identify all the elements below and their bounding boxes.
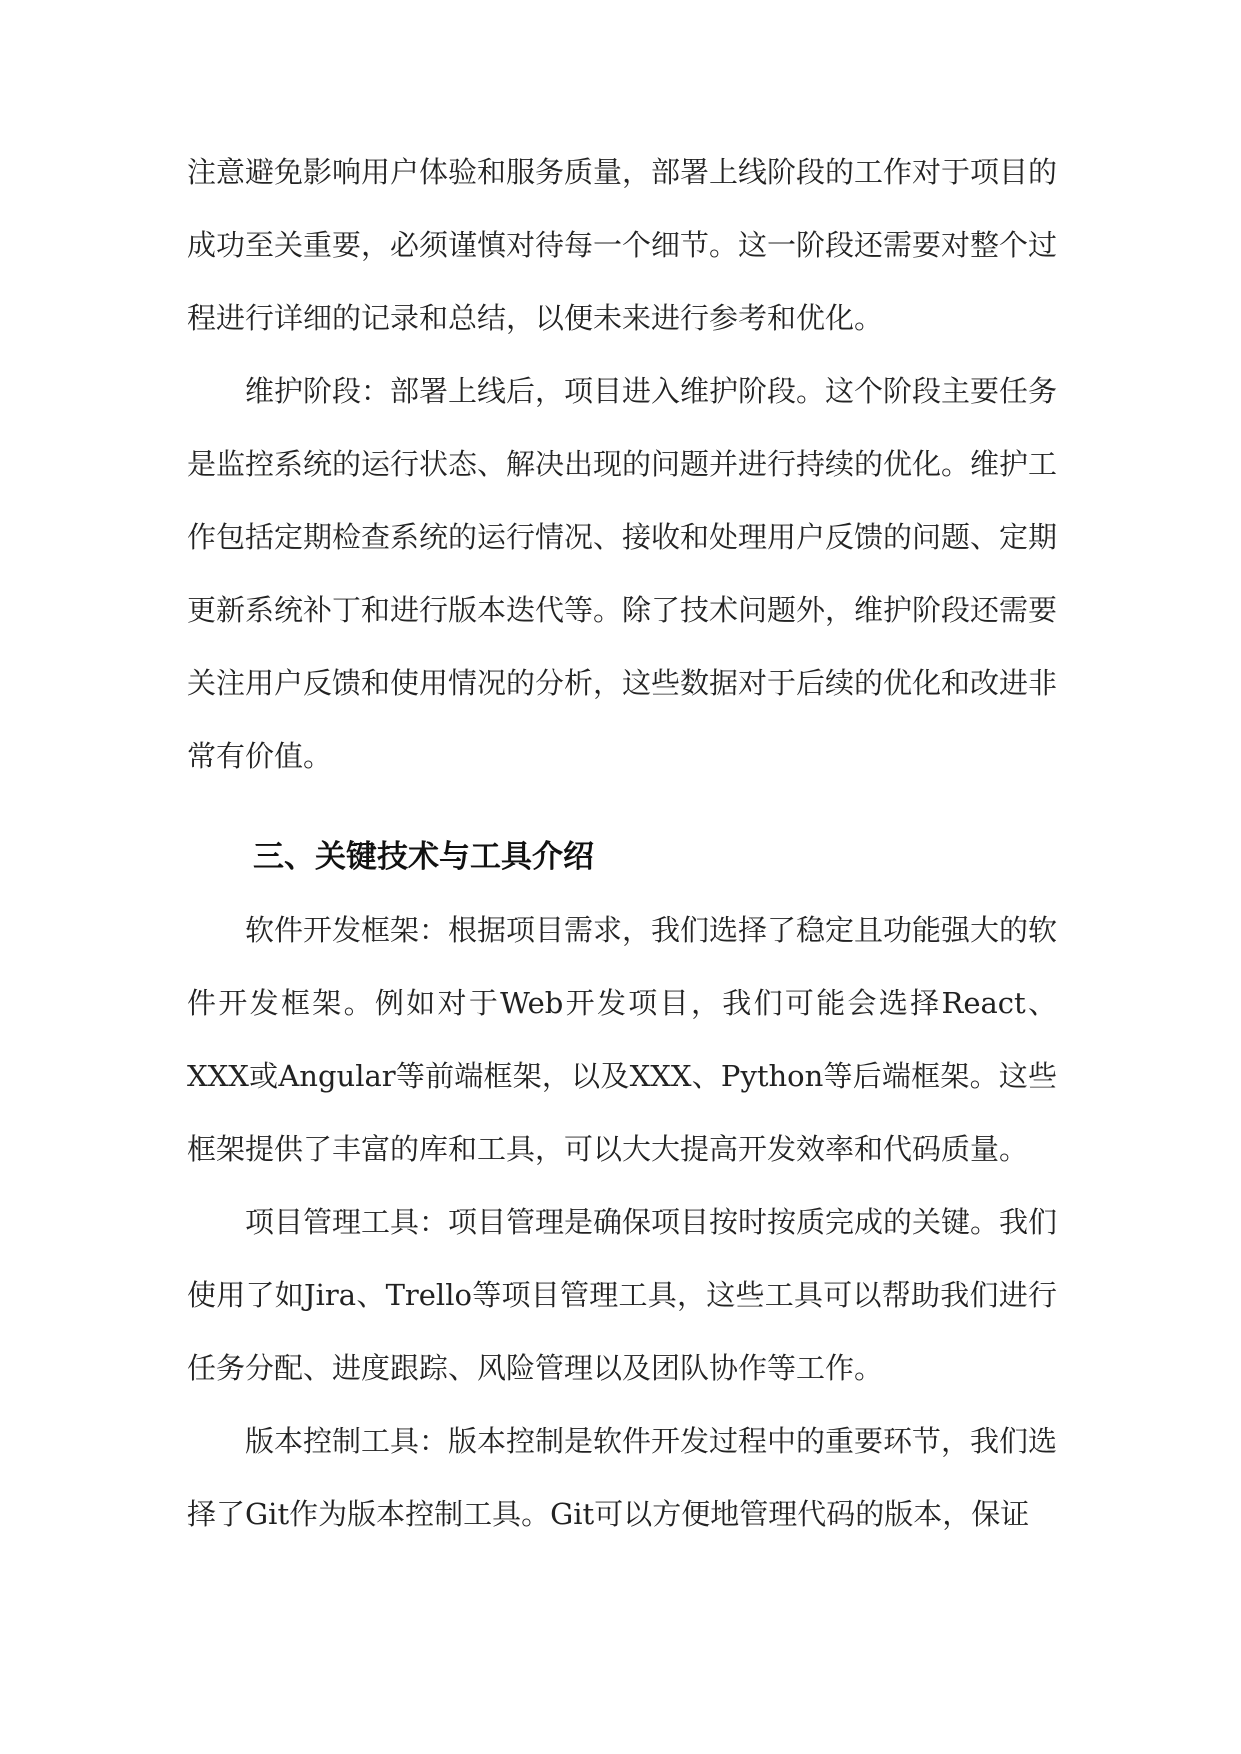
paragraph-project-management-tools: 项目管理工具：项目管理是确保项目按时按质完成的关键。我们使用了如Jira、Trello等项目管理工具，这些工具可以帮助我们进行任务分配、进度跟踪、风险管理以及团队协作等工作。	[187, 1205, 1058, 1385]
section-heading-key-technologies: 三、关键技术与工具介绍	[253, 839, 594, 875]
paragraph-software-framework: 软件开发框架：根据项目需求，我们选择了稳定且功能强大的软件开发框架。例如对于Web开发项目，我们可能会选择React、XXX或Angular等前端框架，以及XXX、Python等后端框架。这些框架提供了丰富的库和工具，可以大大提高开发效率和代码质量。	[187, 913, 1058, 1166]
paragraph-deployment-continuation: 注意避免影响用户体验和服务质量，部署上线阶段的工作对于项目的成功至关重要，必须谨慎对待每一个细节。这一阶段还需要对整个过程进行详细的记录和总结，以便未来进行参考和优化。	[187, 155, 1058, 335]
document-body	[187, 136, 1057, 1551]
paragraph-maintenance-phase: 维护阶段：部署上线后，项目进入维护阶段。这个阶段主要任务是监控系统的运行状态、解决出现的问题并进行持续的优化。维护工作包括定期检查系统的运行情况、接收和处理用户反馈的问题、定期更新系统补丁和进行版本迭代等。除了技术问题外，维护阶段还需要关注用户反馈和使用情况的分析，这些数据对于后续的优化和改进非常有价值。	[187, 374, 1058, 773]
paragraph-version-control-tools: 版本控制工具：版本控制是软件开发过程中的重要环节，我们选择了Git作为版本控制工具。Git可以方便地管理代码的版本，保证	[187, 1424, 1058, 1531]
